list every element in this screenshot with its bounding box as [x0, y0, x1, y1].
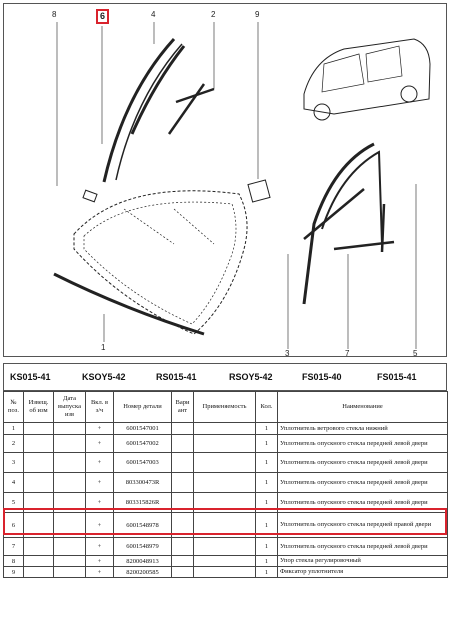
header-qty-in: Вкл. в з/ч — [86, 392, 114, 423]
callout-9: 9 — [255, 10, 260, 19]
model-code: FS015-40 — [302, 372, 342, 382]
cell-part-no: 8200048913 — [114, 556, 172, 567]
cell-pos: 1 — [4, 423, 24, 435]
cell-mark: + — [86, 473, 114, 493]
cell-mark: + — [86, 435, 114, 453]
cell-mark: + — [86, 513, 114, 538]
cell-pos: 5 — [4, 493, 24, 513]
cell-pos: 8 — [4, 556, 24, 567]
cell-name: Фиксатор уплотнителя — [278, 567, 448, 578]
table-row[interactable] — [4, 538, 448, 556]
callout-6-highlighted: 6 — [96, 9, 109, 24]
cell-count: 1 — [256, 567, 278, 578]
model-code: KSOY5-42 — [82, 372, 126, 382]
header-pos: № поз. — [4, 392, 24, 423]
parts-diagram — [3, 3, 447, 357]
model-code: FS015-41 — [377, 372, 417, 382]
cell-mark: + — [86, 423, 114, 435]
cell-count: 1 — [256, 538, 278, 556]
model-code: RS015-41 — [156, 372, 197, 382]
cell-name: Уплотнитель опускного стекла передней левой двери — [278, 538, 448, 556]
table-row[interactable] — [4, 556, 448, 567]
cell-mark: + — [86, 493, 114, 513]
cell-pos: 4 — [4, 473, 24, 493]
table-row[interactable] — [4, 473, 448, 493]
cell-count: 1 — [256, 493, 278, 513]
cell-count: 1 — [256, 453, 278, 473]
exploded-view-drawing — [4, 4, 448, 358]
header-name: Наименование — [278, 392, 448, 423]
cell-name: Уплотнитель ветрового стекла нижний — [278, 423, 448, 435]
table-row[interactable] — [4, 423, 448, 435]
callout-2: 2 — [211, 10, 216, 19]
table-row-highlighted[interactable] — [4, 513, 448, 538]
cell-mark: + — [86, 538, 114, 556]
table-row[interactable] — [4, 567, 448, 578]
cell-part-no: 803315826R — [114, 493, 172, 513]
cell-name: Уплотнитель опускного стекла передней левой двери — [278, 473, 448, 493]
cell-name: Уплотнитель опускного стекла передней левой двери — [278, 453, 448, 473]
model-codes-bar — [3, 363, 447, 391]
callout-1: 1 — [101, 343, 106, 352]
cell-pos: 6 — [4, 513, 24, 538]
callout-7: 7 — [345, 349, 350, 358]
header-applicability: Применяемость — [194, 392, 256, 423]
table-row[interactable] — [4, 435, 448, 453]
callout-3: 3 — [285, 349, 290, 358]
cell-count: 1 — [256, 556, 278, 567]
header-variant: Вари ант — [172, 392, 194, 423]
cell-count: 1 — [256, 423, 278, 435]
header-count: Кол. — [256, 392, 278, 423]
cell-pos: 3 — [4, 453, 24, 473]
callout-8: 8 — [52, 10, 57, 19]
cell-part-no: 6001548979 — [114, 538, 172, 556]
cell-part-no: 6001548978 — [114, 513, 172, 538]
cell-count: 1 — [256, 435, 278, 453]
cell-name: Уплотнитель опускного стекла передней левой двери — [278, 493, 448, 513]
parts-table — [3, 391, 448, 578]
cell-count: 1 — [256, 473, 278, 493]
cell-count: 1 — [256, 513, 278, 538]
model-code: KS015-41 — [10, 372, 51, 382]
callout-4: 4 — [151, 10, 156, 19]
header-date: Дата выпуска изв — [54, 392, 86, 423]
table-row[interactable] — [4, 493, 448, 513]
table-row[interactable] — [4, 453, 448, 473]
cell-part-no: 6001547002 — [114, 435, 172, 453]
table-header-row — [4, 392, 448, 423]
model-code: RSOY5-42 — [229, 372, 273, 382]
cell-part-no: 6001547003 — [114, 453, 172, 473]
cell-part-no: 6001547001 — [114, 423, 172, 435]
cell-pos: 2 — [4, 435, 24, 453]
header-part-no: Номер детали — [114, 392, 172, 423]
cell-name: Уплотнитель опускного стекла передней правой двери — [278, 513, 448, 538]
cell-name: Уплотнитель опускного стекла передней левой двери — [278, 435, 448, 453]
cell-mark: + — [86, 556, 114, 567]
cell-mark: + — [86, 453, 114, 473]
cell-name: Упор стекла регулировочный — [278, 556, 448, 567]
cell-pos: 9 — [4, 567, 24, 578]
cell-part-no: 803300473R — [114, 473, 172, 493]
callout-5: 5 — [413, 349, 418, 358]
header-change: Извещ. об изм — [24, 392, 54, 423]
cell-mark: + — [86, 567, 114, 578]
cell-pos: 7 — [4, 538, 24, 556]
cell-part-no: 8200200585 — [114, 567, 172, 578]
